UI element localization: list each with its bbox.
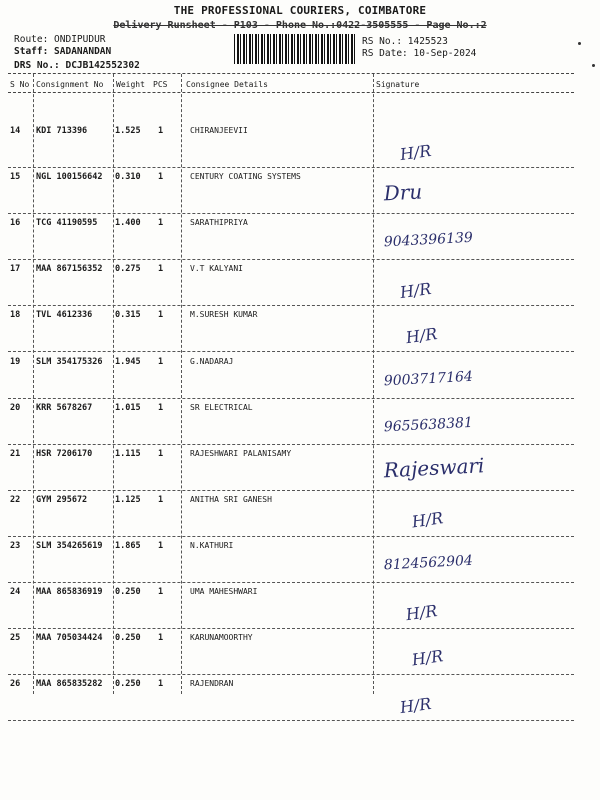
weight-value: 0.275: [115, 264, 141, 275]
signature-text: 8124562904: [383, 552, 474, 574]
pieces-count: 1: [158, 310, 164, 321]
signature-mark: [370, 214, 590, 260]
consignment-number: MAA 865836919: [36, 587, 103, 597]
signature-mark: [370, 675, 590, 721]
col-header-consignee: Consignee Details: [186, 80, 268, 89]
serial-number: 23: [10, 540, 21, 551]
signature-text: H/R: [410, 646, 445, 670]
serial-number: 14: [10, 126, 21, 136]
pieces-count: 1: [158, 402, 164, 413]
consignment-number: MAA 865835282: [36, 679, 103, 690]
signature-text: 9003717164: [383, 368, 474, 389]
weight-value: 1.945: [115, 356, 141, 367]
drs-number: DRS No.: DCJB142552302: [14, 60, 140, 71]
consignee-name: CENTURY COATING SYSTEMS: [190, 172, 301, 182]
col-header-signature: Signature: [376, 80, 420, 89]
signature-mark: [370, 491, 590, 537]
route-label: Route: ONDIPUDUR: [14, 34, 106, 45]
table-row: [0, 537, 600, 583]
consignee-name: CHIRANJEEVII: [190, 126, 248, 135]
signature-text: 9043396139: [383, 229, 474, 251]
consignee-name: RAJESHWARI PALANISAMY: [190, 448, 292, 458]
weight-value: 1.865: [115, 540, 141, 551]
document-title: THE PROFESSIONAL COURIERS, COIMBATORE: [173, 4, 427, 17]
pieces-count: 1: [158, 494, 164, 505]
serial-number: 24: [10, 587, 21, 597]
signature-mark: [370, 445, 590, 491]
weight-value: 0.250: [115, 587, 141, 597]
serial-number: 15: [10, 172, 21, 183]
consignment-number: TCG 41190595: [36, 218, 98, 229]
signature-text: H/R: [398, 694, 433, 718]
serial-number: 17: [10, 264, 21, 275]
pieces-count: 1: [158, 264, 164, 275]
table-row: [0, 353, 600, 399]
pieces-count: 1: [158, 448, 164, 459]
table-row: [0, 122, 600, 168]
serial-number: 21: [10, 448, 21, 459]
weight-value: 1.525: [115, 126, 141, 136]
table-row: [0, 168, 600, 214]
weight-value: 1.115: [115, 448, 141, 459]
signature-text: Dru: [383, 179, 423, 206]
table-row: [0, 445, 600, 491]
serial-number: 26: [10, 679, 21, 690]
signature-text: 9655638381: [383, 414, 474, 435]
weight-value: 0.250: [115, 679, 141, 690]
weight-value: 0.315: [115, 310, 141, 321]
serial-number: 22: [10, 494, 21, 505]
weight-value: 0.250: [115, 633, 141, 644]
signature-mark: [370, 306, 590, 352]
signature-text: H/R: [398, 279, 433, 303]
consignment-number: GYM 295672: [36, 494, 88, 505]
pieces-count: 1: [158, 126, 164, 136]
rs-number: RS No.: 1425523: [362, 36, 448, 47]
consignment-number: HSR 7206170: [36, 448, 93, 459]
consignment-number: MAA 705034424: [36, 633, 103, 644]
weight-value: 1.015: [115, 402, 141, 413]
header-rule-top: [8, 73, 574, 74]
signature-text: H/R: [410, 508, 445, 532]
signature-text: H/R: [404, 601, 439, 625]
consignment-number: MAA 867156352: [36, 264, 103, 275]
signature-mark: [370, 629, 590, 675]
col-header-consignment: Consignment No: [36, 80, 104, 89]
header-rule-bottom: [8, 92, 574, 93]
document-subtitle: Delivery Runsheet - P103 - Phone No.:0422-3505555 - Page No.:2: [113, 20, 487, 31]
signature-text: H/R: [404, 324, 439, 348]
staff-label: Staff: SADANANDAN: [14, 46, 112, 57]
weight-value: 1.400: [115, 218, 141, 229]
consignment-number: TVL 4612336: [36, 310, 93, 321]
col-header-sno: S No: [10, 80, 30, 89]
signature-mark: [370, 260, 590, 306]
signature-mark: [370, 122, 590, 168]
serial-number: 18: [10, 310, 21, 321]
barcode-image: [234, 34, 356, 64]
table-row: [0, 629, 600, 675]
weight-value: 0.310: [115, 172, 141, 183]
table-row: [0, 214, 600, 260]
signature-mark: [370, 537, 590, 583]
signature-text: Rajeswari: [383, 452, 485, 483]
pieces-count: 1: [158, 633, 164, 644]
signature-text: H/R: [398, 140, 433, 165]
signature-mark: [370, 583, 590, 629]
consignment-number: SLM 354265619: [36, 540, 103, 551]
consignee-name: V.T KALYANI: [190, 264, 243, 274]
consignee-name: RAJENDRAN: [190, 679, 234, 689]
table-row: [0, 260, 600, 306]
serial-number: 25: [10, 633, 21, 644]
consignment-number: SLM 354175326: [36, 356, 103, 367]
serial-number: 20: [10, 402, 21, 413]
table-row: [0, 675, 600, 721]
table-row: [0, 306, 600, 352]
col-header-weight: Weight: [116, 80, 145, 89]
consignment-number: KDI 713396: [36, 126, 88, 136]
signature-mark: [370, 168, 590, 214]
consignment-number: KRR 5678267: [36, 402, 93, 413]
consignee-name: N.KATHURI: [190, 540, 234, 550]
weight-value: 1.125: [115, 494, 141, 505]
pieces-count: 1: [158, 356, 164, 367]
scan-mark: [592, 64, 595, 67]
consignee-name: UMA MAHESHWARI: [190, 587, 258, 596]
pieces-count: 1: [158, 587, 164, 597]
scan-mark: [578, 42, 581, 45]
serial-number: 19: [10, 356, 21, 367]
pieces-count: 1: [158, 172, 164, 183]
col-header-pcs: PCS: [153, 80, 168, 89]
signature-mark: [370, 353, 590, 399]
consignee-name: M.SURESH KUMAR: [190, 310, 258, 320]
pieces-count: 1: [158, 540, 164, 551]
rs-date: RS Date: 10-Sep-2024: [362, 48, 477, 59]
signature-mark: [370, 399, 590, 445]
consignee-name: KARUNAMOORTHY: [190, 633, 253, 643]
consignee-name: SARATHIPRIYA: [190, 218, 248, 228]
consignee-name: G.NADARAJ: [190, 356, 234, 366]
consignment-number: NGL 100156642: [36, 172, 103, 183]
table-row: [0, 399, 600, 445]
consignee-name: SR ELECTRICAL: [190, 402, 253, 412]
pieces-count: 1: [158, 679, 164, 690]
table-row: [0, 583, 600, 629]
consignee-name: ANITHA SRI GANESH: [190, 494, 272, 504]
table-row: [0, 491, 600, 537]
serial-number: 16: [10, 218, 21, 229]
row-divider: [8, 720, 574, 721]
pieces-count: 1: [158, 218, 164, 229]
